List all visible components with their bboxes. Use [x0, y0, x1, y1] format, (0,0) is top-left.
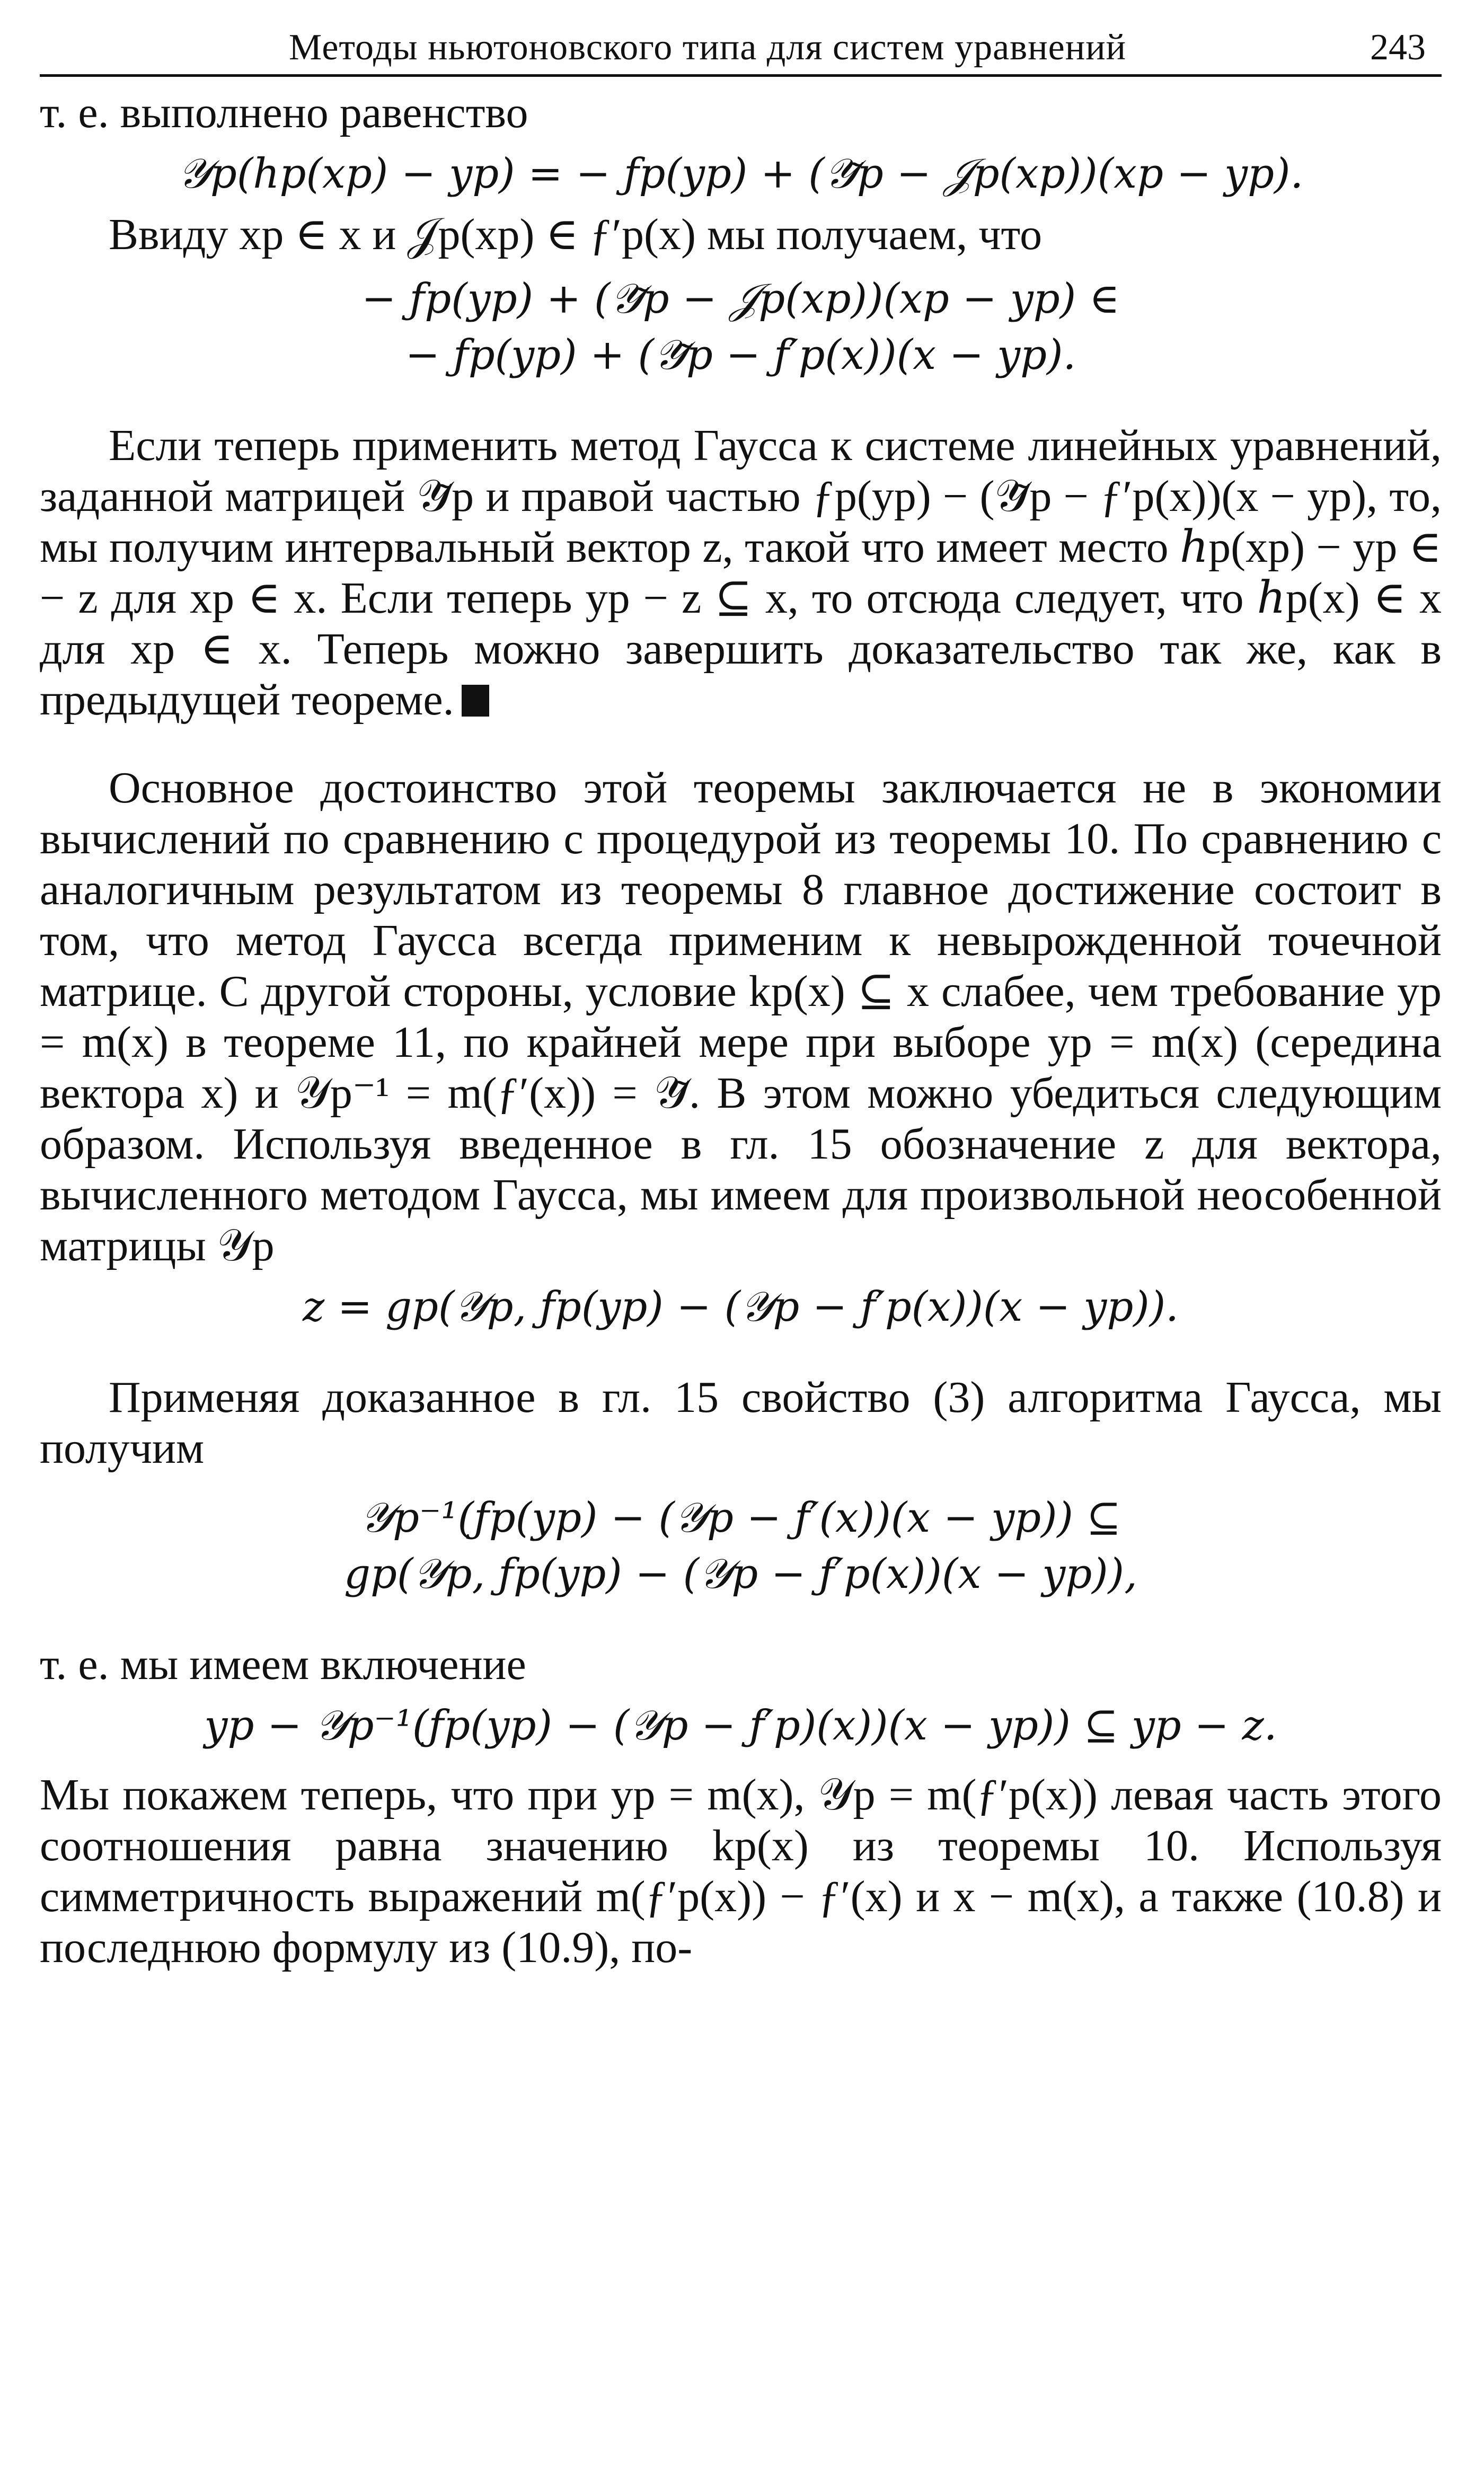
paragraph-main-advantage: Основное достоинство этой теоремы заключается не в экономии вычислений по сравнению с процедурой из теоремы 10. По сравнению с аналогичным результатом из теоремы 8 главное достижение состоит в том, что метод Гаусса всегда применим к невырожденной точечной матрице. С другой стороны, условие kp(x) ⊆ x слабее, чем требование yp = m(x) в теореме 11, по крайней мере при выборе yp = m(x) (середина вектора x) и 𝒴p⁻¹ = m(ƒ′(x)) = 𝒴̃. В этом можно убедиться следующим образом. Используя введенное в гл. 15 обозначение z для вектора, вычисленного методом Гаусса, мы имеем для произвольной неособенной матрицы 𝒴p — [40, 763, 1442, 1270]
paragraph-gauss-method-text: Если теперь применить метод Гаусса к системе линейных уравнений, заданной матрицей 𝒴̃p и правой частью ƒp(yp) − (𝒴̃p − ƒ′p(x))(x − yp), то, мы получим интервальный вектор z, такой что имеет место ℎp(xp) − yp ∈ − z для xp ∈ x. Если теперь yp − z ⊆ x, то отсюда следует, что ℎp(x) ∈ x для xp ∈ x. Теперь можно завершить доказательство так же, как в предыдущей теореме. — [40, 421, 1442, 725]
running-title: Методы ньютоновского типа для систем уравнений — [289, 27, 1127, 68]
paragraph-applying-property: Применяя доказанное в гл. 15 свойство (3) алгоритма Гаусса, мы получим — [40, 1373, 1442, 1473]
paragraph-intro: т. е. выполнено равенство — [40, 88, 528, 137]
paragraph-given: Ввиду xp ∈ x и 𝒥p(xp) ∈ ƒ′p(x) мы получаем, что — [109, 210, 1043, 259]
formula-inclusion-line2: − ƒp(yp) + (𝒴̃p − ƒ′p(x))(x − yp). — [405, 331, 1076, 379]
formula-z-definition: z = gp(𝒴p, ƒp(yp) − (𝒴p − ƒ′p(x))(x − yp)). — [303, 1283, 1179, 1331]
page-number: 243 — [1370, 27, 1426, 68]
formula-equality: 𝒴p(ℎp(xp) − yp) = − ƒp(yp) + (𝒴̃p − 𝒥p(xp))(xp − yp). — [178, 150, 1304, 198]
formula-inclusion-line1: − ƒp(yp) + (𝒴̃p − 𝒥p(xp))(xp − yp) ∈ — [361, 275, 1120, 323]
running-header — [40, 16, 1442, 77]
paragraph-show-now: Мы покажем теперь, что при yp = m(x), 𝒴p = m(ƒ′p(x)) левая часть этого соотношения равна значению kp(x) из теоремы 10. Используя симметричность выражений m(ƒ′p(x)) − ƒ′(x) и x − m(x), а также (10.8) и последнюю формулу из (10.9), по- — [40, 1770, 1442, 1972]
formula-final-inclusion: yp − 𝒴p⁻¹(ƒp(yp) − (𝒴p − ƒ′p)(x))(x − yp)) ⊆ yp − z. — [204, 1702, 1277, 1750]
formula-gauss-line2: gp(𝒴p, ƒp(yp) − (𝒴p − ƒ′p(x))(x − yp)), — [344, 1550, 1137, 1598]
page-content — [40, 87, 1442, 1973]
paragraph-inclusion: т. е. мы имеем включение — [40, 1640, 526, 1689]
formula-gauss-line1: 𝒴p⁻¹(ƒp(yp) − (𝒴p − ƒ′(x))(x − yp)) ⊆ — [360, 1494, 1121, 1542]
paragraph-gauss-method — [40, 420, 1442, 726]
end-of-proof-square — [462, 685, 489, 717]
